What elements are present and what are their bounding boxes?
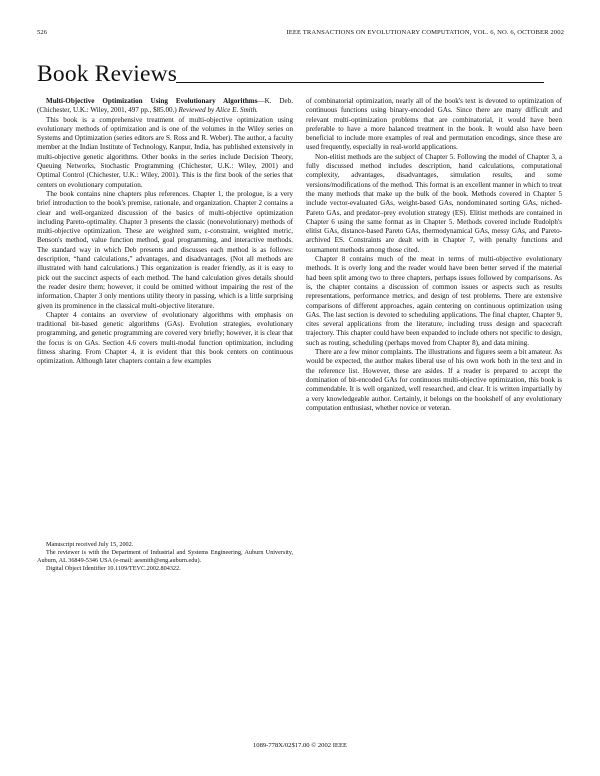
right-paragraph-4: There are a few minor complaints. The illustrations and figures seem a bit amateur. As would be expected, the author makes liberal use of his own work both in the text and in the reference list. However, these are asides. If a reader is prepared to accept the domination of bit-encoded GAs for continuous multi-objective optimization, this book is commendable. It is well organized, well researched, and clear. It is written impartially by a very knowledgeable author. Certainly, it belongs on the bookshelf of any evolutionary computation enthusiast, whether novice or veteran. bbox=[306, 348, 562, 412]
journal-title: IEEE TRANSACTIONS ON EVOLUTIONARY COMPUTATION, VOL. 6, NO. 6, OCTOBER 2002 bbox=[286, 29, 564, 36]
footnotes bbox=[37, 541, 293, 573]
book-citation: —K. Deb. (Chichester, U.K.: Wiley, 2001, 497 pp., $85.00.) bbox=[37, 97, 294, 115]
right-paragraph-2: Non-elitist methods are the subject of Chapter 5. Following the model of Chapter 3, a fully discussed method includes description, hand calculations, computational complexity, advantages, disadvantages, simulation results, and some versions/modifications of the method. This format is an excellent manner in which to treat the many methods that make up the bulk of the book. Methods covered in Chapter 5 include vector-evaluated GAs, weight-based GAs, nondominated sorting GAs, niched-Pareto GAs, and predator–prey evolution strategy (ES). Elitist methods are contained in Chapter 6 using the same format as in Chapter 5. Methods covered include Rudolph's elitist GAs, distance-based Pareto GAs, thermodynamical GAs, messy GAs, and Pareto-archived ES. Constraints are dealt with in Chapter 7, with penalty functions and tournament methods among those cited. bbox=[306, 152, 562, 254]
footnote-received: Manuscript received July 15, 2002. bbox=[46, 541, 134, 548]
book-title: Multi-Objective Optimization Using Evolutionary Algorithms bbox=[46, 97, 258, 105]
review-header bbox=[37, 97, 293, 116]
right-paragraph-1: of combinatorial optimization, nearly all of the book's text is devoted to optimization of continuous functions using binary-encoded GAs. Since there are many difficult and relevant multi-optimization problems that are combinatorial, it would have been preferable to have a more balanced treatment in the book. It would also have been beneficial to include more examples of real and permutation encodings, since these are used frequently, especially in real-world applications. bbox=[306, 97, 562, 152]
page-number: 526 bbox=[37, 29, 48, 36]
section-title: Book Reviews bbox=[37, 60, 178, 87]
right-column bbox=[306, 97, 562, 413]
copyright-footer: 1089-778X/02$17.00 © 2002 IEEE bbox=[252, 742, 348, 749]
section-heading bbox=[37, 60, 544, 86]
left-paragraph-3: Chapter 4 contains an overview of evolutionary algorithms with emphasis on traditional bit-based genetic algorithms (GAs). Evolution strategies, evolutionary programming, and genetic programming are covered very briefly; however, it is clear that the focus is on GAs. Section 4.6 covers multi-modal function optimization, including fitness sharing. From Chapter 4, it is evident that this book centers on continuous optimization. Although later chapters contain a few examples bbox=[37, 310, 293, 366]
left-column bbox=[37, 97, 293, 367]
left-paragraph-2: The book contains nine chapters plus references. Chapter 1, the prologue, is a very brief introduction to the book's premise, rationale, and organization. Chapter 2 contains a clear and well-organized discussion of the basics of multi-objective optimization including Pareto-optimality. Chapter 3 presents the classic (nonevolutionary) methods of multi-objective optimization. These are weighted sum, ε-constraint, weighted metric, Benson's method, value function method, goal programming, and interactive methods. The standard way in which Deb presents and discusses each method is as follows: description, “hand calculations,” advantages, and disadvantages. (Not all methods are illustrated with hand calculations.) This organization is reader friendly, as it is easy to pick out the succinct aspects of each method. The hand calculation gives details should the reader desire them; however, it could be omitted without impairing the rest of the information. Chapter 3 only mentions utility theory in passing, which is a little surprising given its prominence in the classical multi-objective literature. bbox=[37, 189, 293, 310]
footnote-doi: Digital Object Identifier 10.1109/TEVC.2002.804322. bbox=[46, 565, 181, 573]
section-rule bbox=[176, 82, 544, 83]
left-paragraph-1: This book is a comprehensive treatment of multi-objective optimization using evolutionary methods of optimization and is one of the volumes in the Wiley series on Systems and Optimization (series editors are S. Ross and R. Weber). The author, a faculty member at the Indian Institute of Technology, Kanpur, India, has published extensively in multi-objective genetic algorithms. Other books in the series include Decision Theory, Queuing Networks, Stochastic Programming (Chichester, U.K.: Wiley, 2001) and Optimal Control (Chichester, U.K.: Wiley, 2001). This is the first book of the series that centers on evolutionary computation. bbox=[37, 115, 293, 189]
right-paragraph-3: Chapter 8 contains much of the meat in terms of multi-objective evolutionary methods. It is overly long and the reader would have been better served if the material had been split among two to three chapters, perhaps issues followed by comparisons. As is, the chapter contains a discussion of common issues or aspects such as results representations, performance metrics, and design of test problems. There are extensive comparisons of different approaches, again centering on continuous optimization using GAs. The last section is devoted to scheduling applications. The final chapter, Chapter 9, cites several applications from the literature, including truss design and spacecraft trajectory. This chapter could have been expanded to include others not specific to design, such as routing, scheduling (perhaps moved from Chapter 8), and data mining. bbox=[306, 255, 562, 347]
reviewer: Reviewed by Alice E. Smith. bbox=[178, 106, 258, 115]
footnote-affiliation: The reviewer is with the Department of Industrial and Systems Engineering, Auburn University, Auburn, AL 36849-5346 USA (e-mail: aesmith@eng.auburn.edu). bbox=[37, 549, 293, 565]
running-head bbox=[37, 29, 564, 39]
